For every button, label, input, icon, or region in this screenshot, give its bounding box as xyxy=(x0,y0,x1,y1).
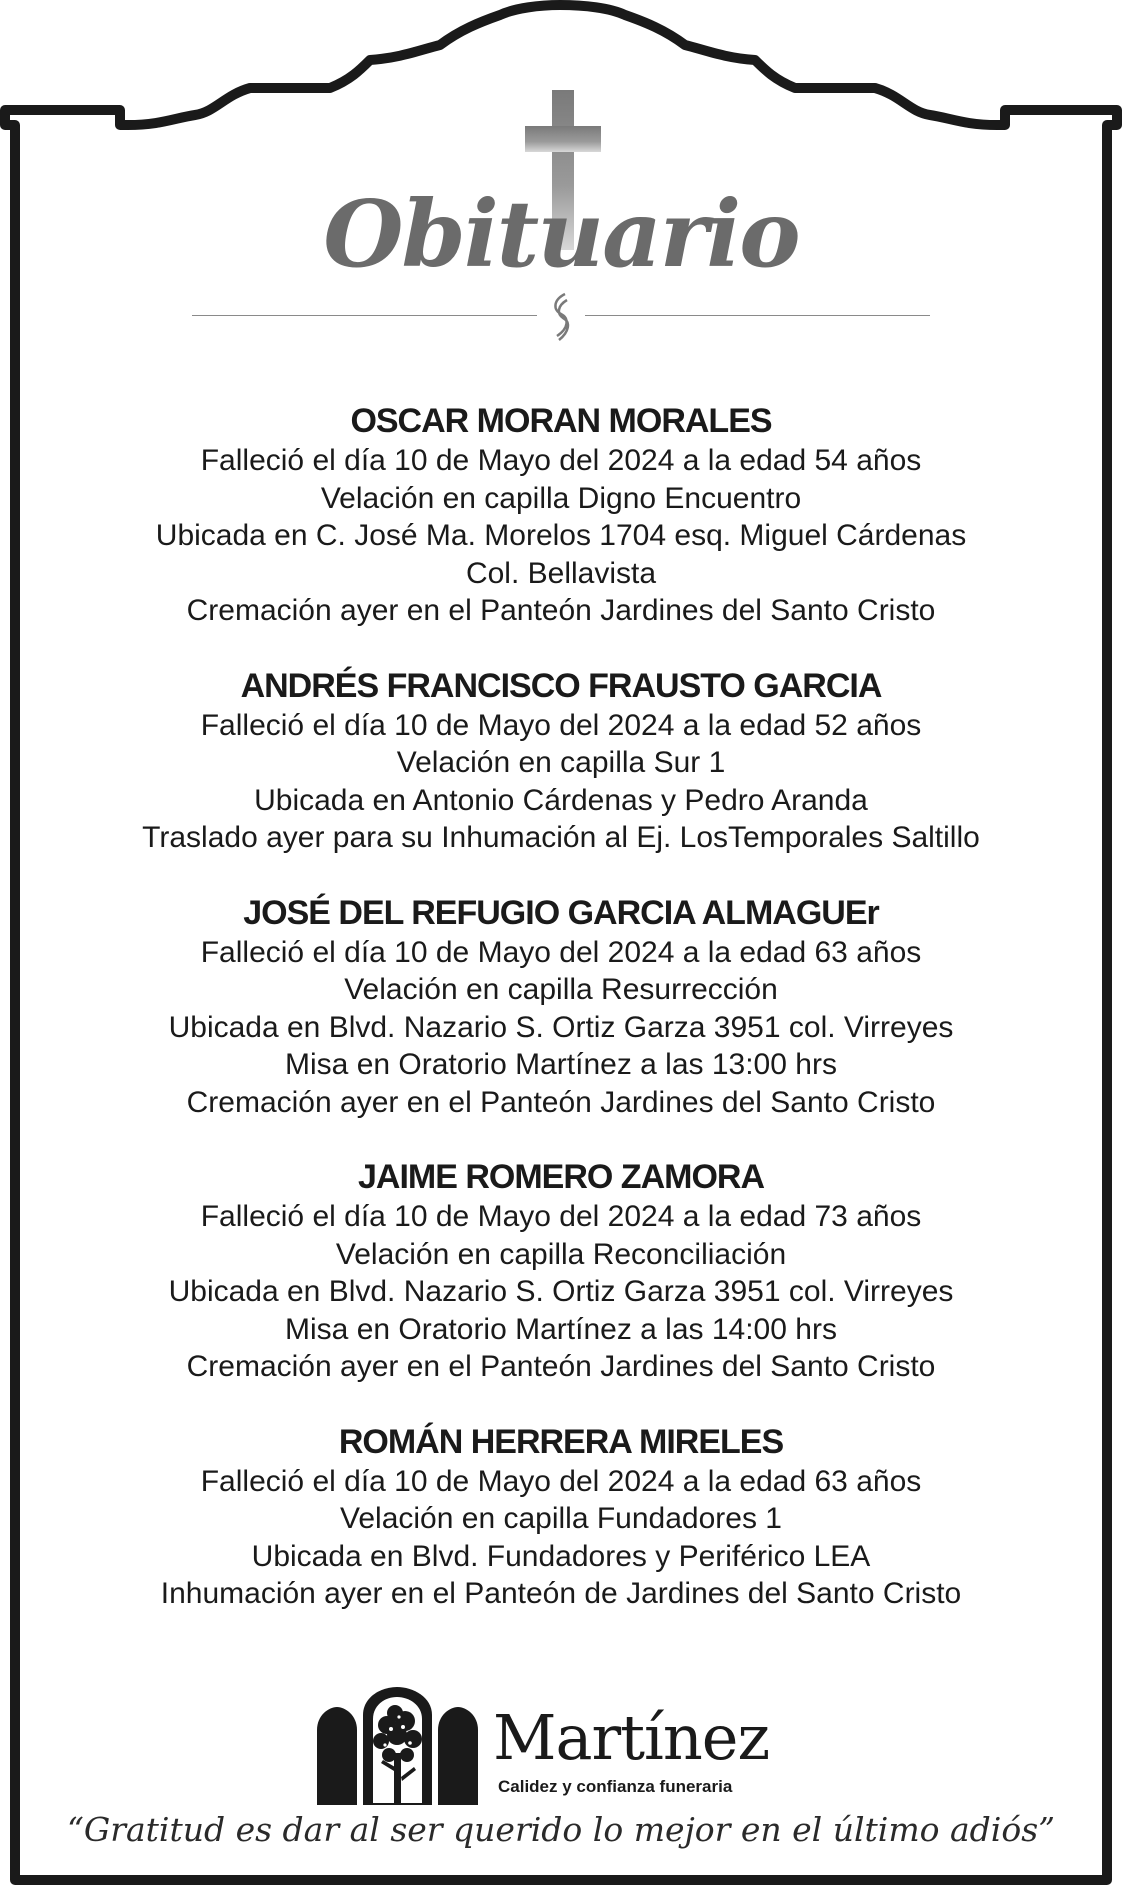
divider-left xyxy=(192,315,537,316)
deceased-name: JAIME ROMERO ZAMORA xyxy=(358,1158,764,1196)
entry-line: Misa en Oratorio Martínez a las 13:00 hrs xyxy=(285,1048,837,1081)
entry-line: Ubicada en Blvd. Nazario S. Ortiz Garza 3951 col. Virreyes xyxy=(168,1010,954,1044)
footer-quote: “Gratitud es dar al ser querido lo mejor en el último adiós” xyxy=(66,1810,1056,1849)
brand-name: Martínez xyxy=(493,1701,770,1774)
deceased-name: ANDRÉS FRANCISCO FRAUSTO GARCIA xyxy=(240,666,882,705)
brand-tagline: Calidez y confianza funeraria xyxy=(498,1777,733,1796)
divider-right xyxy=(585,315,930,316)
entry-line: Falleció el día 10 de Mayo del 2024 a la edad 52 años xyxy=(200,708,922,742)
entry-line: Cremación ayer en el Panteón Jardines del Santo Cristo xyxy=(186,1085,936,1119)
entry-line: Velación en capilla Reconciliación xyxy=(335,1237,787,1271)
entry-line: Ubicada en Antonio Cárdenas y Pedro Aranda xyxy=(254,783,868,817)
entry-line: Ubicada en Blvd. Nazario S. Ortiz Garza 3951 col. Virreyes xyxy=(168,1275,954,1308)
entry-line: Velación en capilla Fundadores 1 xyxy=(340,1502,782,1535)
obituary-entry xyxy=(40,892,1082,1122)
entry-line: Misa en Oratorio Martínez a las 14:00 hrs xyxy=(285,1312,837,1346)
entry-line: Falleció el día 10 de Mayo del 2024 a la edad 63 años xyxy=(200,1464,922,1498)
obituary-list xyxy=(40,400,1082,1648)
obituary-header xyxy=(0,90,1122,360)
entry-line: Traslado ayer para su Inhumación al Ej. LosTemporales Saltillo xyxy=(142,821,980,854)
entry-line: Falleció el día 10 de Mayo del 2024 a la edad 54 años xyxy=(200,444,922,477)
obituary-entry xyxy=(40,400,1082,630)
deceased-name: ROMÁN HERRERA MIRELES xyxy=(338,1422,784,1461)
entry-line: Cremación ayer en el Panteón Jardines del Santo Cristo xyxy=(186,1350,936,1383)
entry-line: Inhumación ayer en el Panteón de Jardines del Santo Cristo xyxy=(160,1577,962,1610)
entry-line: Ubicada en Blvd. Fundadores y Periférico LEA xyxy=(251,1539,871,1573)
page-title: Obituario xyxy=(323,180,799,288)
chapel-tree-logo-icon xyxy=(315,1685,480,1805)
entry-line: Col. Bellavista xyxy=(465,556,657,590)
entry-line: Cremación ayer en el Panteón Jardines del Santo Cristo xyxy=(186,594,936,627)
entry-line: Velación en capilla Resurrección xyxy=(344,973,778,1006)
deceased-name: OSCAR MORAN MORALES xyxy=(350,402,772,440)
obituary-entry xyxy=(40,1421,1082,1613)
entry-line: Falleció el día 10 de Mayo del 2024 a la edad 73 años xyxy=(200,1200,922,1233)
entry-line: Falleció el día 10 de Mayo del 2024 a la edad 63 años xyxy=(200,935,922,969)
entry-line: Velación en capilla Digno Encuentro xyxy=(320,481,802,515)
entry-line: Ubicada en C. José Ma. Morelos 1704 esq. Miguel Cárdenas xyxy=(155,519,967,552)
flourish-icon xyxy=(547,290,575,345)
deceased-name: JOSÉ DEL REFUGIO GARCIA ALMAGUEr xyxy=(243,893,879,932)
entry-line: Velación en capilla Sur 1 xyxy=(396,746,726,779)
funeral-home-logo xyxy=(315,1685,815,1805)
obituary-entry xyxy=(40,1156,1082,1386)
obituary-entry xyxy=(40,665,1082,857)
